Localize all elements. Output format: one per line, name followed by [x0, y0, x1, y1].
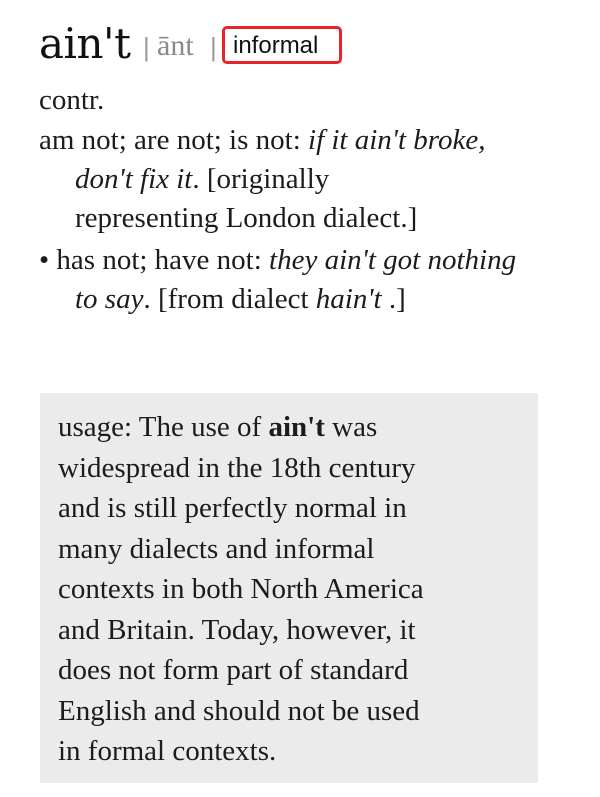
etymology-text: . [originally — [192, 163, 330, 195]
register-label-highlight — [222, 26, 342, 64]
register-label: informal — [233, 32, 319, 59]
sense-line — [39, 280, 579, 319]
usage-line: many dialects and informal — [58, 532, 375, 565]
usage-text-segment: usage: The use of — [58, 411, 269, 443]
example-text: if it ain't broke, — [308, 124, 486, 156]
etymon-text: hain't — [315, 283, 382, 315]
definition-text: has not; have not: — [56, 244, 270, 276]
usage-text — [58, 407, 528, 772]
etymology-text: . [from dialect — [143, 283, 316, 315]
sense-line — [39, 241, 579, 280]
usage-line: and Britain. Today, however, it — [58, 613, 416, 646]
example-text: they ain't got nothing — [269, 244, 517, 276]
usage-note — [40, 393, 538, 783]
usage-line: and is still perfectly normal in — [58, 492, 407, 524]
headword: ain't — [39, 19, 131, 68]
usage-line: does not form part of standard — [58, 654, 409, 686]
definition-text: am not; are not; is not: — [39, 124, 309, 156]
etymology-text: representing London dialect.] — [75, 202, 418, 234]
sense-2 — [39, 241, 579, 319]
usage-line: widespread in the 18th century — [58, 451, 416, 484]
usage-headword: ain't — [268, 411, 325, 443]
example-text: to say — [75, 283, 144, 315]
etymology-text: .] — [381, 283, 406, 315]
sense-line — [39, 121, 579, 160]
example-text: don't fix it — [75, 163, 193, 195]
usage-line: English and should not be used — [58, 694, 420, 727]
bullet: • — [39, 244, 50, 276]
usage-line: contexts in both North America — [58, 573, 424, 605]
sense-1 — [39, 121, 579, 238]
part-of-speech: contr. — [39, 84, 105, 116]
separator: | — [143, 32, 150, 62]
usage-line: in formal contexts. — [58, 735, 277, 767]
separator: | — [210, 32, 217, 62]
usage-text-segment: was — [324, 411, 378, 443]
usage-line — [58, 407, 528, 448]
sense-line — [39, 160, 579, 199]
sense-line — [39, 199, 579, 238]
pronunciation: ānt — [157, 29, 194, 62]
